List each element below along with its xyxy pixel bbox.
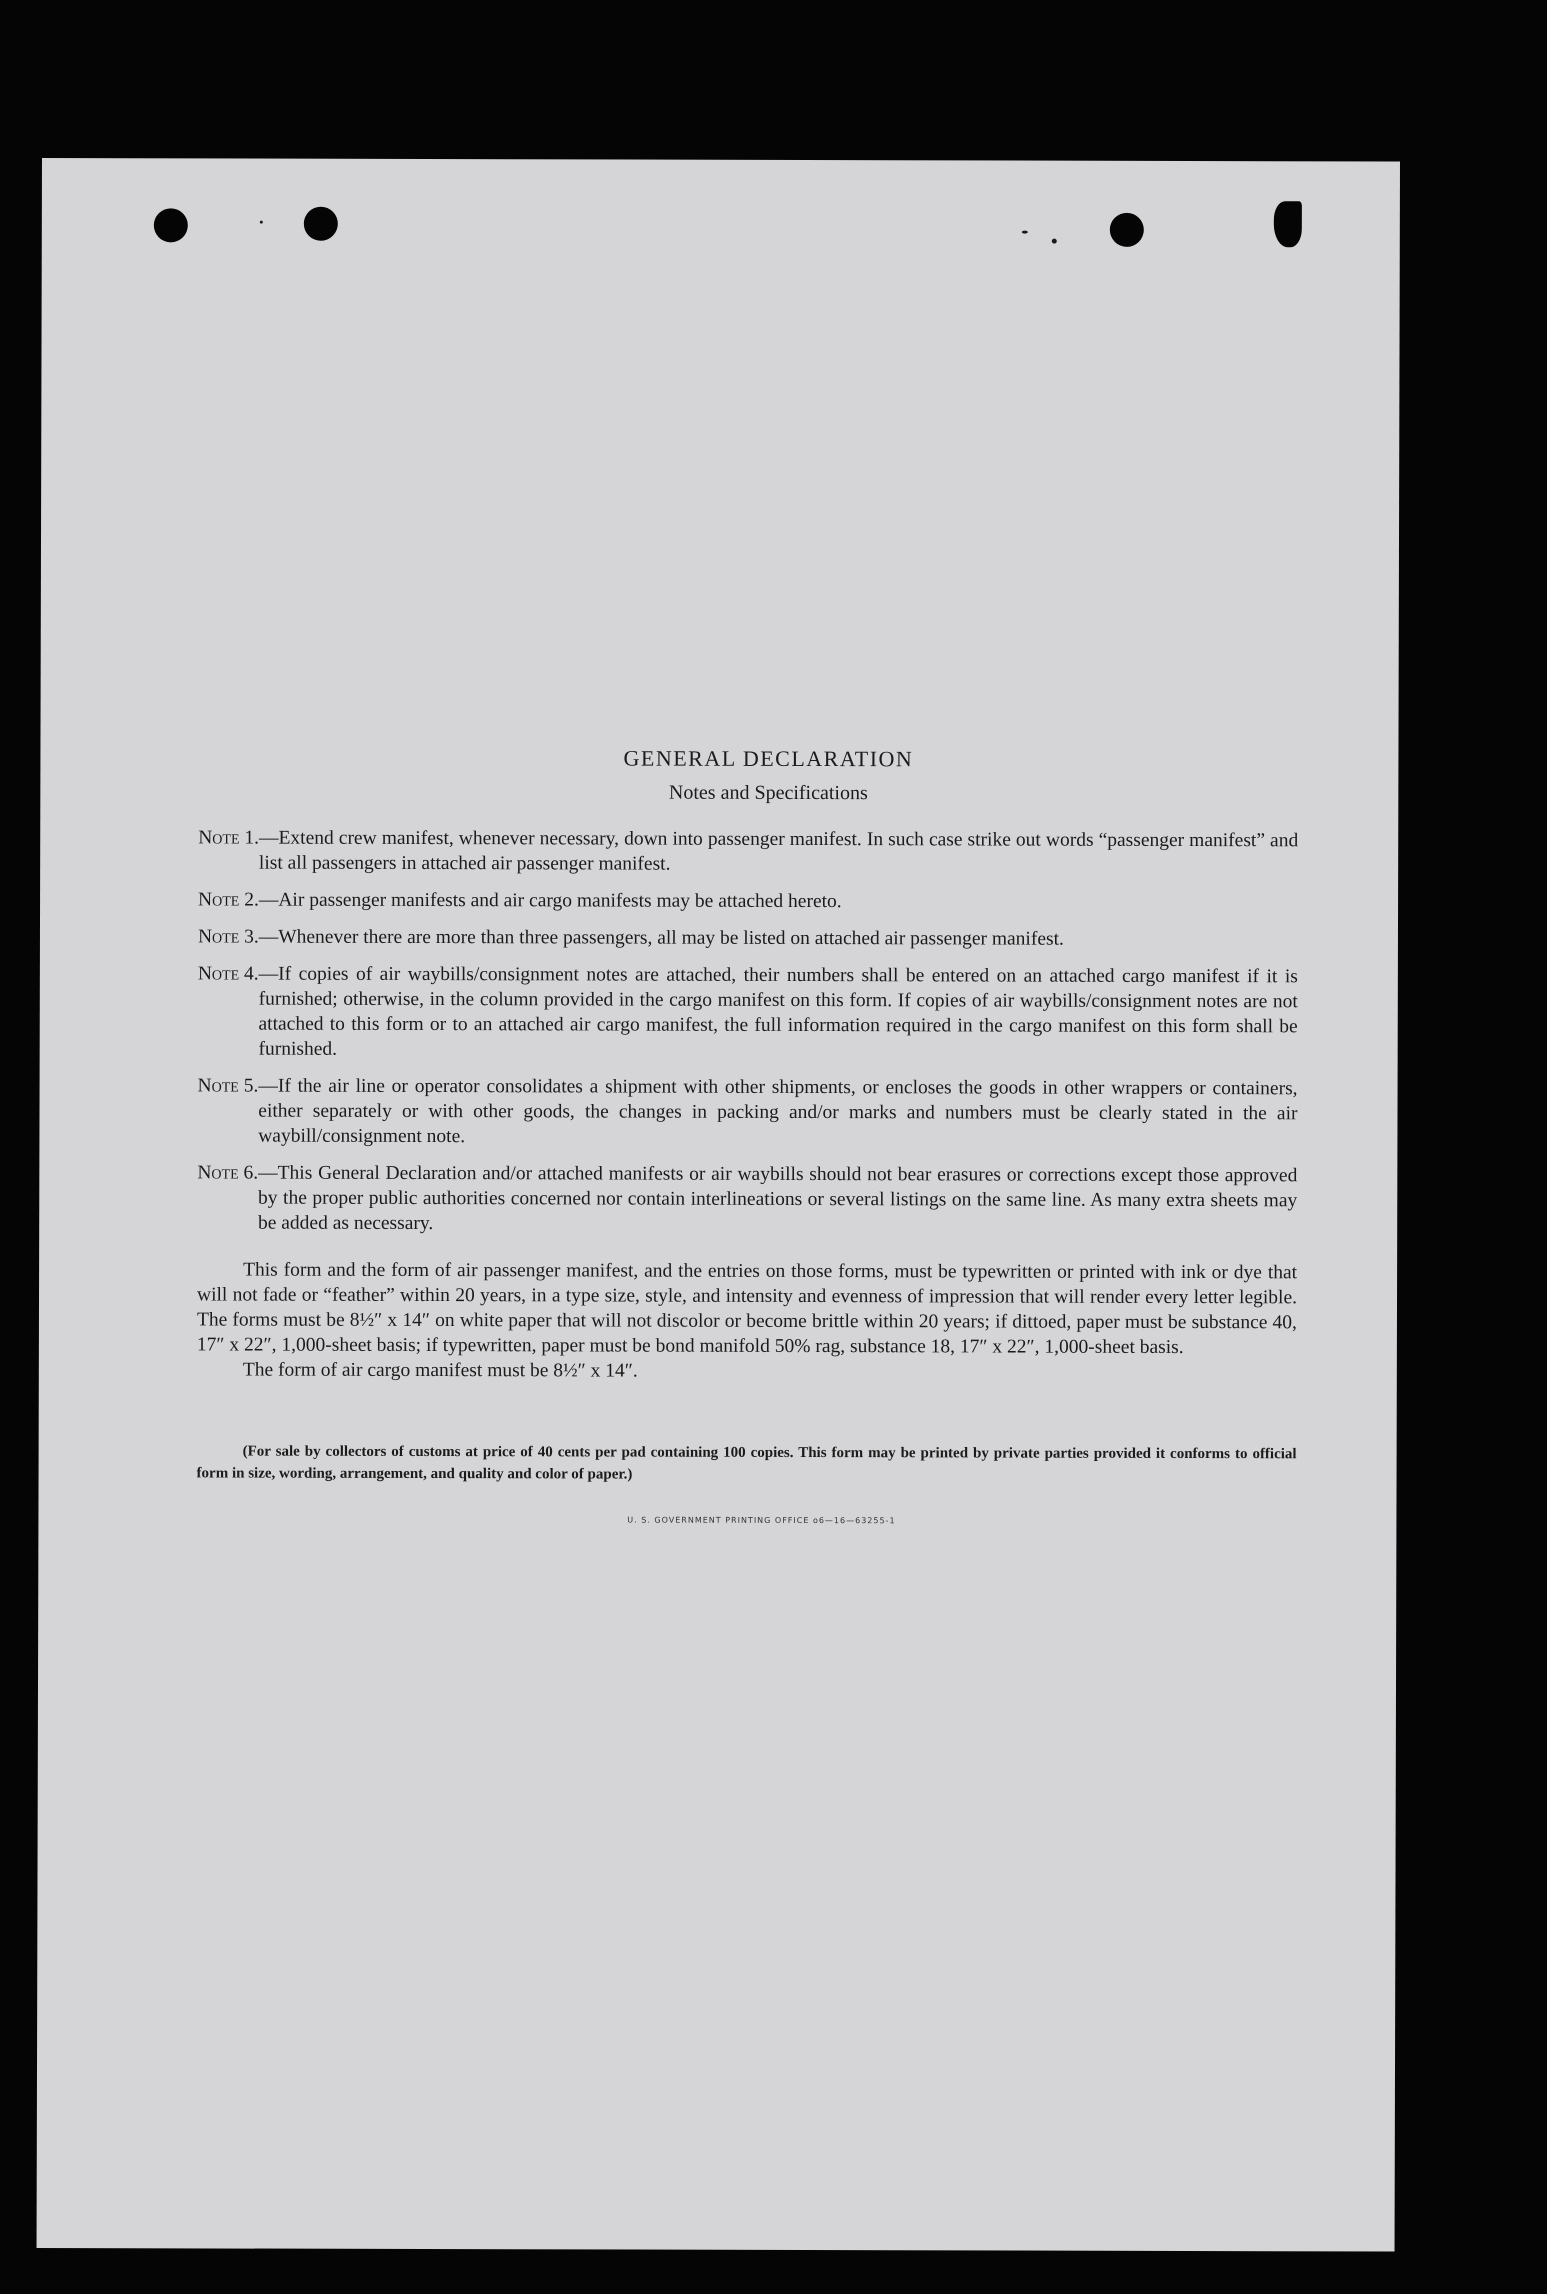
note-label: Note 5. (197, 1075, 259, 1097)
punch-hole-left-1 (154, 208, 188, 242)
note-text: —Whenever there are more than three passengers, all may be listed on attached air passenger manifest. (258, 926, 1064, 950)
sale-notice: (For sale by collectors of customs at price of 40 cents per pad containing 100 copies. This form may be printed by private parties provided it conforms to official form in size, wording, arrangement, and quality and color of paper.) (196, 1443, 1297, 1483)
punch-hole-right-2 (1274, 201, 1302, 247)
paper-speck (1052, 239, 1057, 244)
note-label: Note 4. (197, 963, 259, 985)
note-text: —Extend crew manifest, whenever necessary, down into passenger manifest. In such case strike out words “passenger manifest” and list all passengers in attached air passenger manifest. (258, 827, 1299, 875)
punch-hole-right-1 (1110, 213, 1144, 247)
note-label: Note 3. (197, 926, 259, 948)
printer-imprint: U. S. GOVERNMENT PRINTING OFFICE o6—16—63255-1 (627, 1515, 896, 1526)
page-title: GENERAL DECLARATION (623, 745, 914, 772)
note-label: Note 2. (198, 889, 259, 911)
note-3 (198, 924, 1298, 952)
note-text: —Air passenger manifests and air cargo manifests may be attached hereto. (258, 889, 842, 913)
note-2 (198, 887, 1298, 915)
note-text: —This General Declaration and/or attached manifests or air waybills should not bear erasures or corrections except those approved by the proper public authorities concerned nor contain interlineations or several listings on the same line. As many extra sheets may be added as necessary. (257, 1162, 1298, 1235)
note-6 (197, 1160, 1297, 1238)
note-label: Note 6. (197, 1162, 259, 1184)
paper-speck (260, 221, 263, 224)
punch-hole-left-2 (304, 207, 338, 241)
note-text: —If copies of air waybills/consignment notes are attached, their numbers shall be entered on an attached cargo manifest if it is furnished; otherwise, in the column provided in the cargo manifest on this form. If copies of air waybills/consignment notes are not attached to this form or to an attached air cargo manifest, the full information required in the cargo manifest on this form shall be furnished. (258, 963, 1298, 1060)
note-1 (198, 825, 1298, 878)
note-text: —If the air line or operator consolidates a shipment with other shipments, or encloses the goods in other wrappers or containers, either separately or with other goods, the changes in packing and/or marks and numbers must be clearly stated in the air waybill/consignment note. (258, 1075, 1298, 1148)
declaration-notes (196, 744, 1298, 1526)
form-requirements-paragraph: This form and the form of air passenger manifest, and the entries on those forms, must be typewritten or printed with ink or dye that will not fade or “feather” within 20 years, in a type size, style, and intensity and evenness of impression that will render every letter legible. The forms must be 8½″ x 14″ on white paper that will not discolor or become brittle within 20 years; if dittoed, paper must be substance 40, 17″ x 22″, 1,000-sheet basis; if typewritten, paper must be bond manifold 50% rag, substance 18, 17″ x 22″, 1,000-sheet basis. (196, 1259, 1298, 1358)
paper-speck (1022, 231, 1028, 234)
cargo-manifest-paragraph: The form of air cargo manifest must be 8½″ x 14″. (242, 1359, 638, 1382)
note-label: Note 1. (198, 827, 260, 849)
note-5 (197, 1073, 1297, 1151)
page-subtitle: Notes and Specifications (668, 781, 868, 805)
note-4 (198, 961, 1298, 1064)
document-page (37, 158, 1400, 2252)
